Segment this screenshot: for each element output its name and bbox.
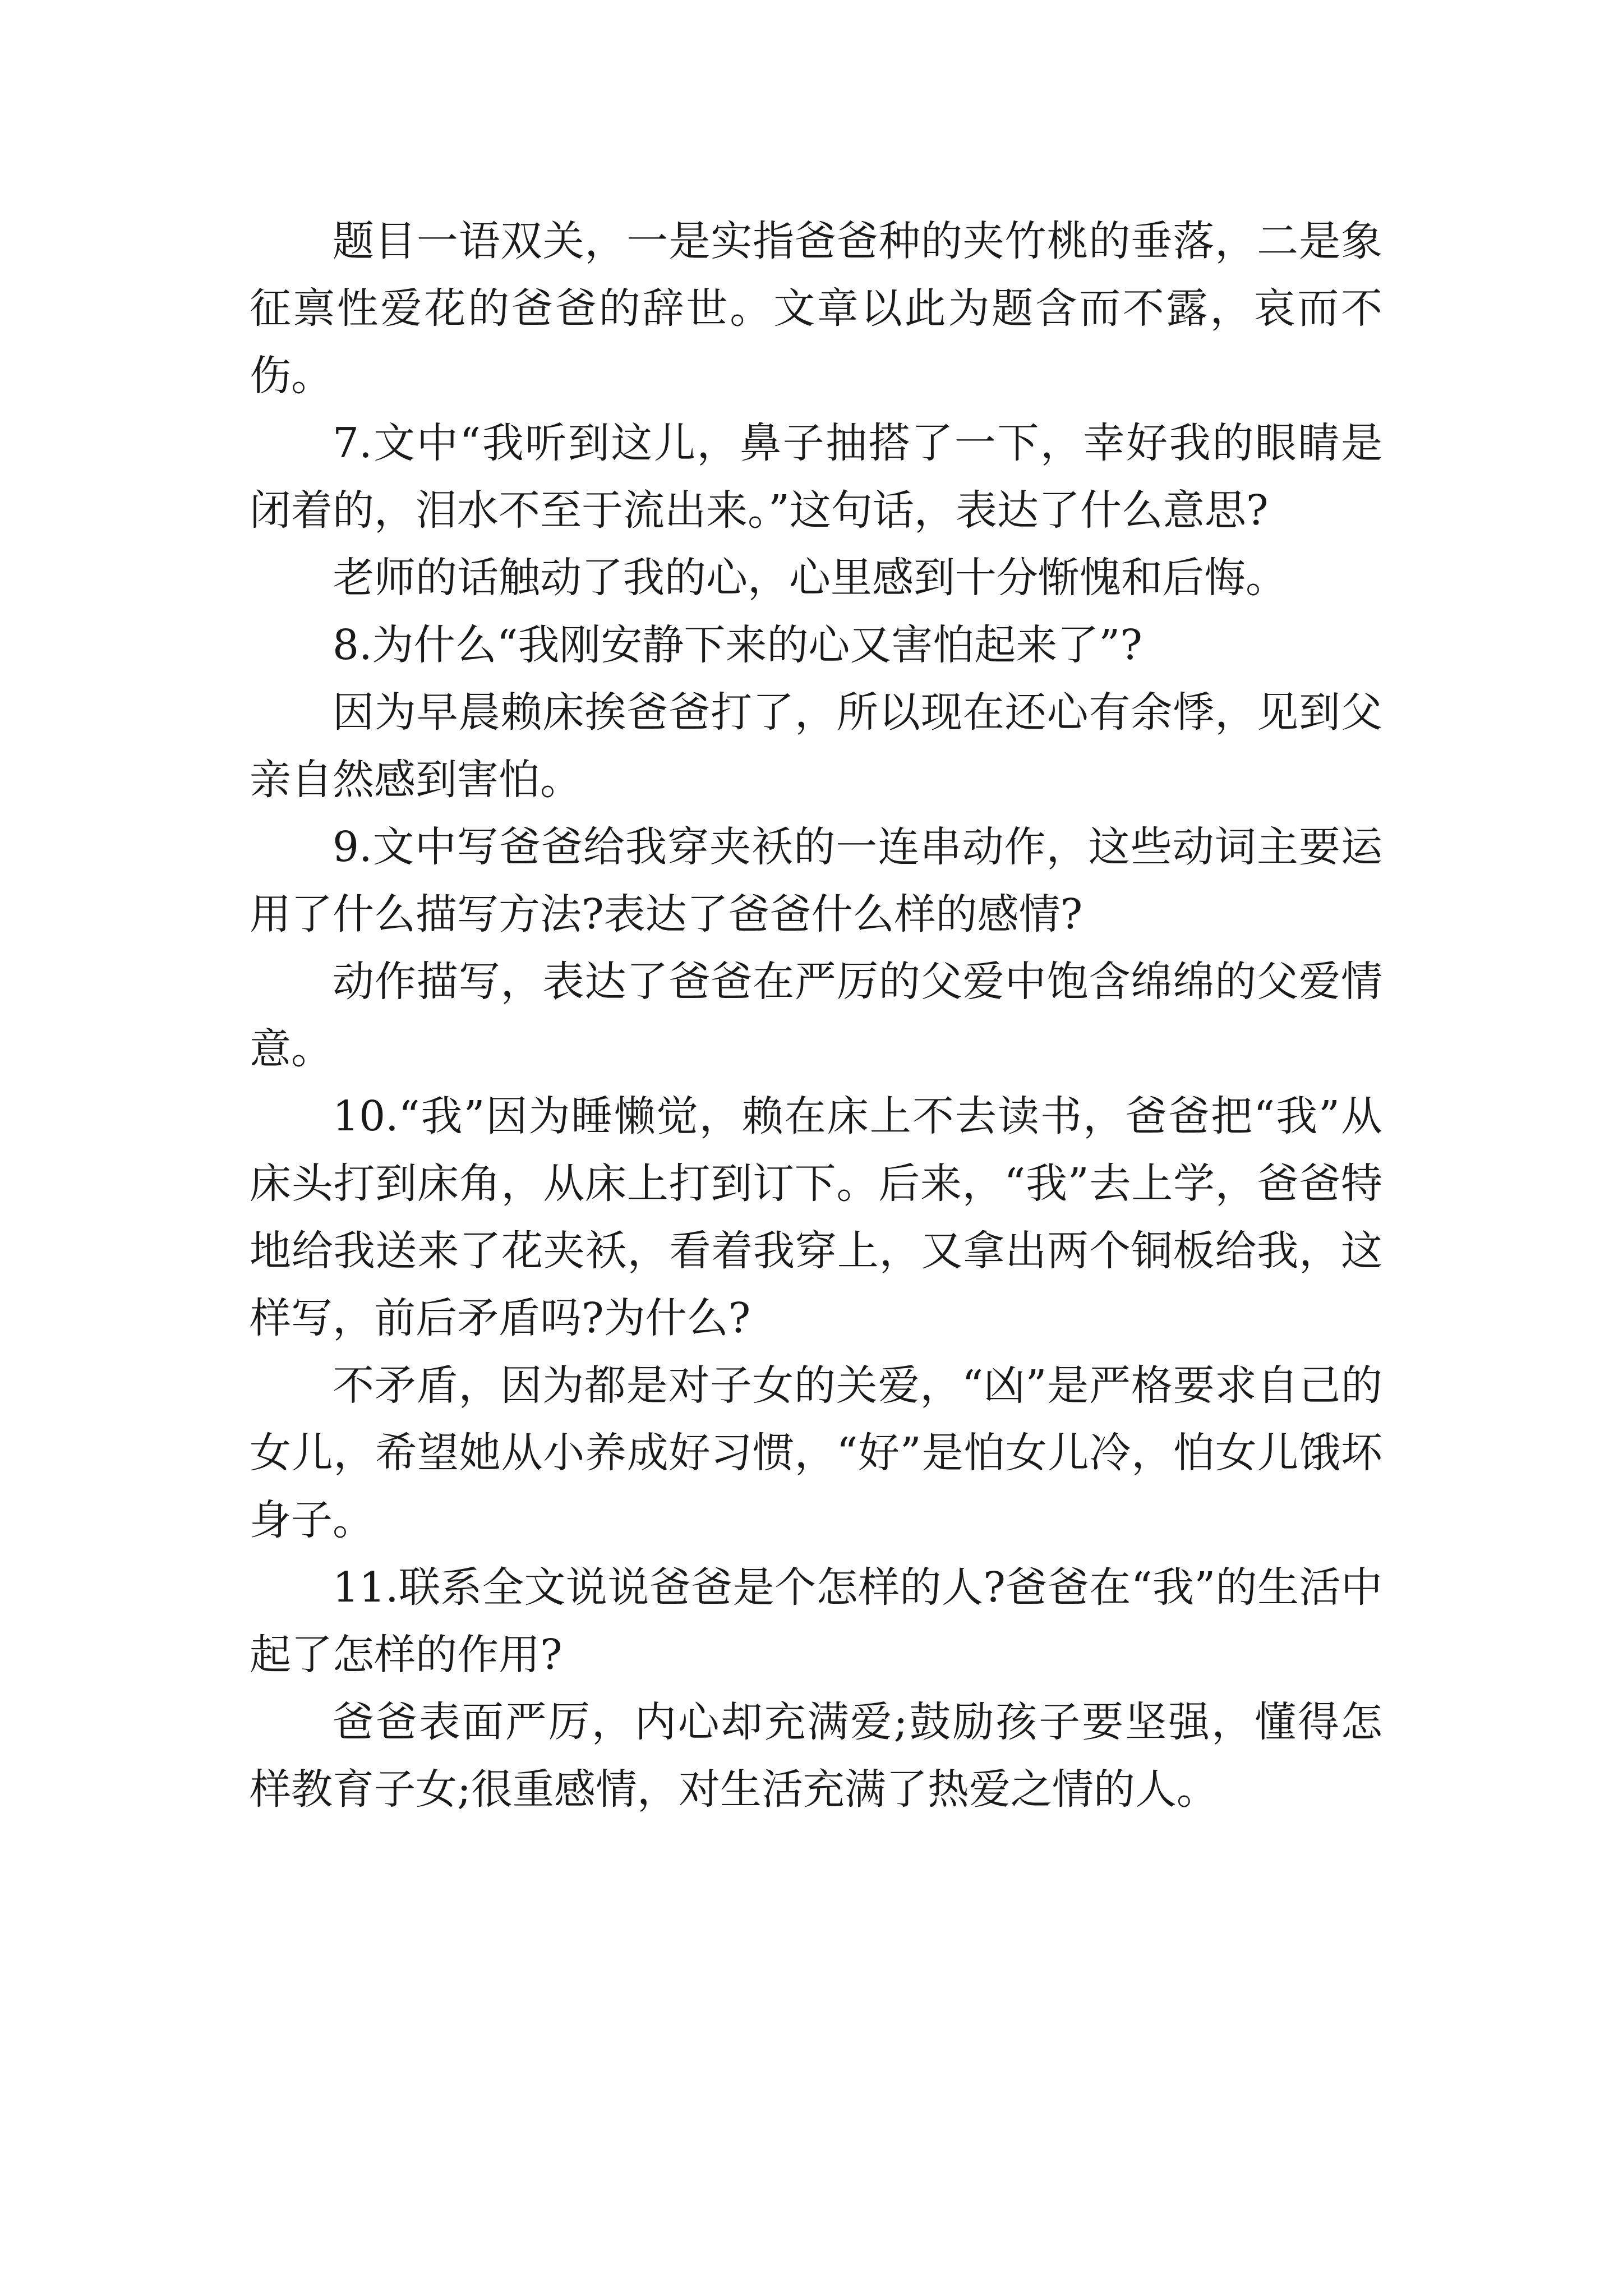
answer-11: 爸爸表面严厉，内心却充满爱;鼓励孩子要坚强，懂得怎样教育子女;很重感情，对生活充满了热爱之情的人。 — [250, 1698, 1382, 1814]
document-body — [250, 208, 1382, 1823]
answer-7: 老师的话触动了我的心，心里感到十分惭愧和后悔。 — [333, 554, 1287, 602]
question-7: 7.文中“我听到这儿，鼻子抽搭了一下，幸好我的眼睛是闭着的，泪水不至于流出来。”这句话，表达了什么意思? — [250, 419, 1382, 535]
question-11: 11.联系全文说说爸爸是个怎样的人?爸爸在“我”的生活中起了怎样的作用? — [250, 1563, 1382, 1679]
answer-10: 不矛盾，因为都是对子女的关爱，“凶”是严格要求自己的女儿，希望她从小养成好习惯，“好”是怕女儿冷，怕女儿饿坏身子。 — [250, 1361, 1382, 1544]
paragraph-title-meaning: 题目一语双关，一是实指爸爸种的夹竹桃的垂落，二是象征禀性爱花的爸爸的辞世。文章以此为题含而不露，哀而不伤。 — [250, 217, 1382, 400]
question-9: 9.文中写爸爸给我穿夹袄的一连串动作，这些动词主要运用了什么描写方法?表达了爸爸什么样的感情? — [250, 823, 1382, 938]
question-10: 10.“我”因为睡懒觉，赖在床上不去读书，爸爸把“我”从床头打到床角，从床上打到订下。后来，“我”去上学，爸爸特地给我送来了花夹袄，看着我穿上，又拿出两个铜板给我，这样写，前后矛盾吗?为什么? — [250, 1092, 1382, 1342]
answer-8: 因为早晨赖床挨爸爸打了，所以现在还心有余悸，见到父亲自然感到害怕。 — [250, 688, 1382, 804]
question-8: 8.为什么“我刚安静下来的心又害怕起来了”? — [333, 621, 1142, 669]
answer-9: 动作描写，表达了爸爸在严厉的父爱中饱含绵绵的父爱情意。 — [250, 958, 1382, 1073]
